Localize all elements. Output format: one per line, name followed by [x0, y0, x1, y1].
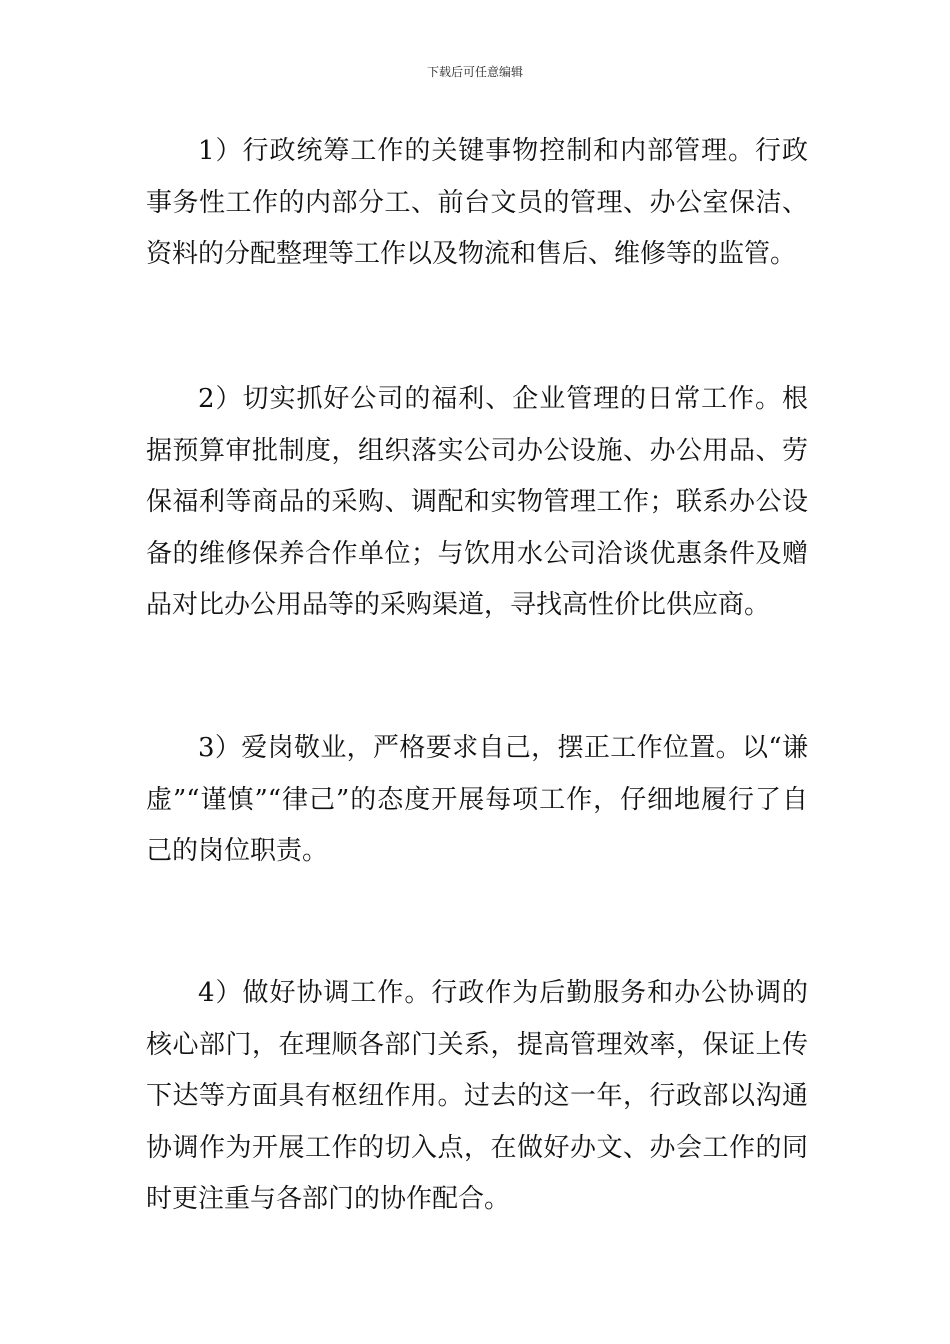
paragraph-4	[146, 968, 808, 1226]
paragraph-1	[146, 126, 808, 281]
paragraph-text: 4）做好协调工作。行政作为后勤服务和办公协调的核心部门，在理顺各部门关系，提高管理效率，保证上传下达等方面具有枢纽作用。过去的这一年，行政部以沟通协调作为开展工作的切入点，在做好办文、办会工作的同时更注重与各部门的协作配合。	[146, 978, 808, 1214]
page-header: 下载后可任意编辑	[426, 65, 523, 79]
paragraph-text: 3）爱岗敬业，严格要求自己，摆正工作位置。以“谦虚”“谨慎”“律己”的态度开展每项工作，仔细地履行了自己的岗位职责。	[146, 733, 808, 866]
paragraph-text: 2）切实抓好公司的福利、企业管理的日常工作。根据预算审批制度，组织落实公司办公设施、办公用品、劳保福利等商品的采购、调配和实物管理工作；联系办公设备的维修保养合作单位；与饮用水公司洽谈优惠条件及赠品对比办公用品等的采购渠道，寻找高性价比供应商。	[146, 384, 808, 620]
paragraph-2	[146, 374, 808, 632]
paragraph-3	[146, 723, 808, 878]
paragraph-text: 1）行政统筹工作的关键事物控制和内部管理。行政事务性工作的内部分工、前台文员的管理、办公室保洁、资料的分配整理等工作以及物流和售后、维修等的监管。	[146, 136, 808, 269]
